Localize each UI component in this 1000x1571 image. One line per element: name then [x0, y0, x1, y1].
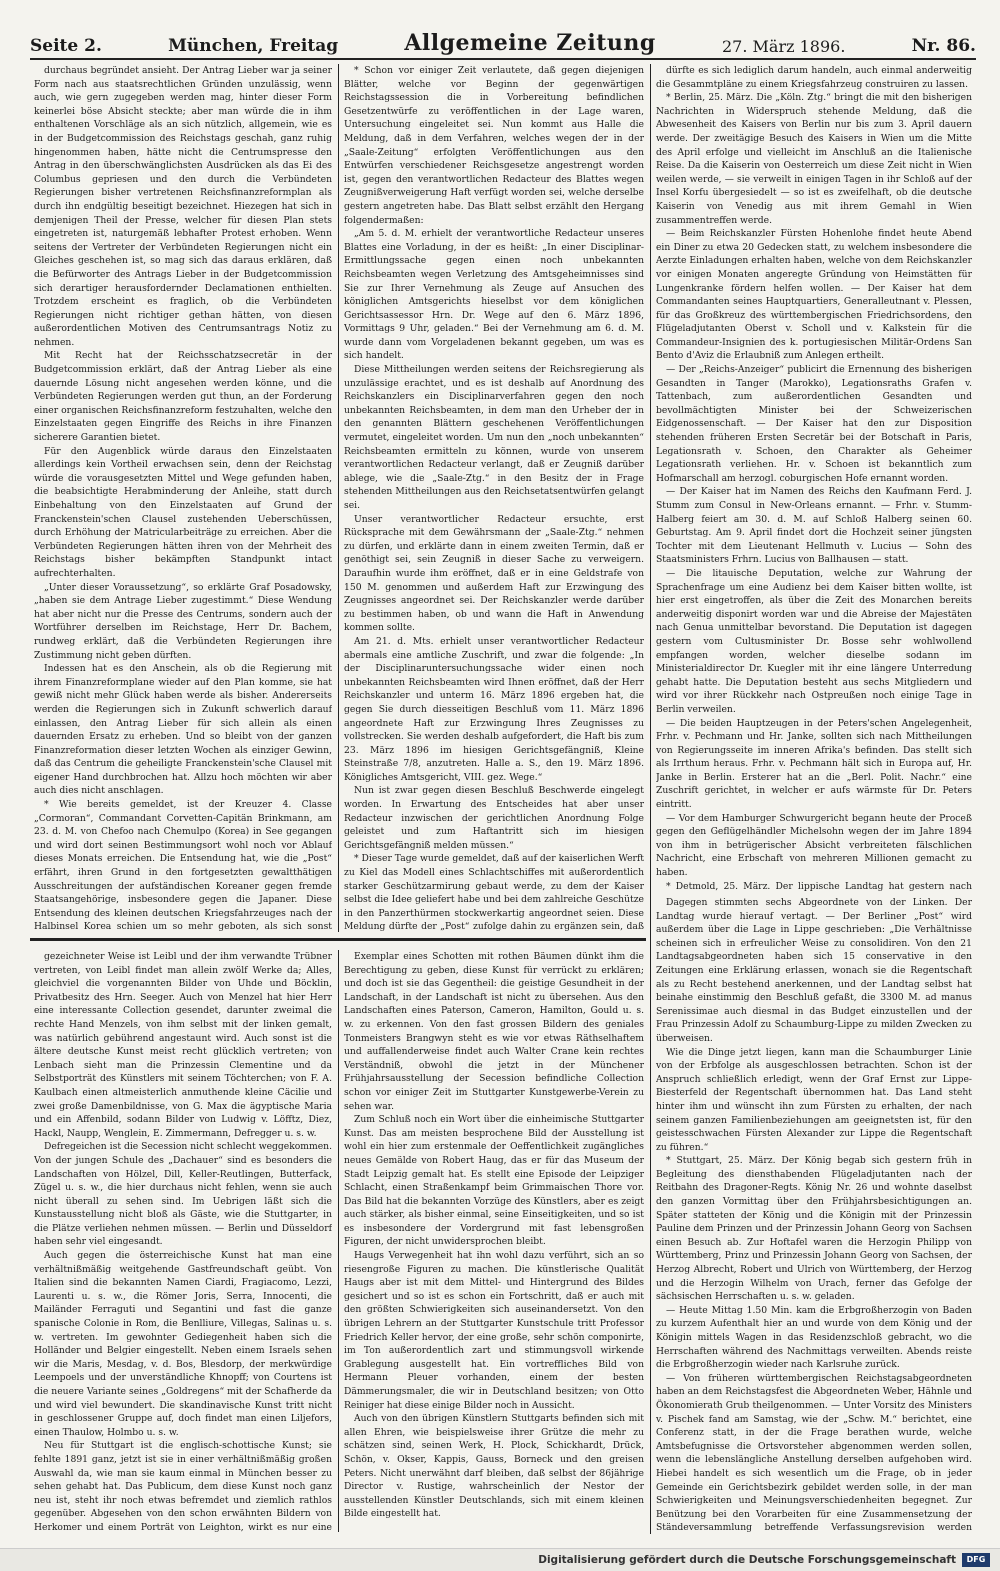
footer-credit: Digitalisierung gefördert durch die Deutsche Forschungsgemeinschaft: [538, 1554, 956, 1566]
column-1-bottom: [34, 950, 332, 1536]
newspaper-title: Allgemeine Zeitung: [404, 30, 656, 56]
paragraph: dürfte es sich lediglich darum handeln, auch einmal anderweitig die Gesammtpläne zu einem Kriegsfahrzeug construiren zu lassen.: [656, 65, 972, 90]
paragraph: Auch gegen die österreichische Kunst hat man eine verhältnißmäßig weitgehende Gastfreundschaft geübt. Von Italien sind die bekannten Namen Ciardi, Fragiacomo, Lezzi, Laurenti u. s. w., die Römer Joris, Serra, Innocenti, die Mailänder Ferraguti und Segantini und fast die ganze spanische Colonie in Rom, die Benlliure, Villegas, Salinas u. s. w. vertreten. Im gewohnter Gediegenheit haben sich die Holländer und Belgier eingestellt. Neben einem Israels sehen wir die Maris, Mesdag, v. d. Bos, Blesdorp, der merkwürdige Leempoels und der unverständliche Khnopff; von Courtens ist die neuere Variante seines „Goldregens“ mit der Schafherde da und wird viel bewundert. Die skandinavische Kunst tritt nicht in geschlossener Gruppe auf, doch findet man einen Liljefors, einen Thaulow, Holmbo u. s. w.: [34, 1250, 332, 1438]
paragraph: * Detmold, 25. März. Der lippische Landtag hat gestern nach: [666, 880, 972, 892]
paragraph: * Schon vor einiger Zeit verlautete, daß gegen diejenigen Blätter, welche vor Beginn der gegenwärtigen Reichstagssession die in Vorbereitung befindlichen Gesetzentwürfe zu veröffentlichen in der Lage waren, Untersuchung eingeleitet sei. Nun kommt aus Halle die Meldung, daß in dem Verfahren, welches wegen der in der „Saale-Zeitung“ erfolgten Veröffentlichungen aus den Entwürfen verschiedener Reichsgesetze angestrengt worden ist, gegen den verantwortlichen Redacteur des Blattes wegen Zeugnißverweigerung Haft verfügt worden sei, welche derselbe gestern angetreten habe. Das Blatt selbst erzählt den Hergang folgendermaßen:: [344, 65, 644, 226]
paragraph: Diese Mittheilungen werden seitens der Reichsregierung als unzulässige erachtet, und es ist deshalb auf Anordnung des Reichskanzlers ein Disciplinarverfahren gegen den noch unbekannten Reichsbeamten, in dem man den Urheber der in den genannten Blättern geschehenen Veröffentlichungen vermutet, eingeleitet worden. Um nun den „noch unbekannten“ Reichsbeamten ermitteln zu können, wurde von unserem verantwortlichen Redacteur verlangt, daß er Zeugniß darüber ablege, wie die „Saale-Ztg.“ in den Besitz der in Frage stehenden Mittheilungen aus den Reichsetatsentwürfen gelangt sei.: [344, 364, 644, 511]
paragraph: — Der Kaiser hat im Namen des Reichs den Kaufmann Ferd. J. Stumm zum Consul in New-Orleans ernannt. — Frhr. v. Stumm-Halberg feiert am 30. d. M. auf Schloß Halberg seinen 60. Geburtstag. Am 9. April findet dort die Hochzeit seiner jüngsten Tochter mit dem Lieutenant Hellmuth v. Lucius — Sohn des Staatsministers Frhrn. Lucius von Ballhausen — statt.: [656, 486, 972, 566]
paragraph: — Von früheren württembergischen Reichstagsabgeordneten haben an dem Reichstagsfest die Abgeordneten Weber, Hähnle und Ökonomierath Grub theilgenommen. — Unter Vorsitz des Ministers v. Pischek fand am Samstag, wie der „Schw. M.“ berichtet, eine Conferenz statt, in der die Frage berathen wurde, welche Amtsbefugnisse die Ortsvorsteher abgenommen werden sollen, wenn die lebenslängliche Anstellung derselben aufgehoben wird. Hiebei handelt es sich wesentlich um die Frage, ob in jeder Gemeinde ein Gerichtsbezirk gebildet werden solle, in der man Schwierigkeiten und Meinungsverschiedenheiten begegnet. Zur Benützung bei den Vorarbeiten für eine Zusammensetzung der Ständeversammlung betreffende Verfassungsrevision werden: [656, 1372, 972, 1534]
column-2-bottom: [344, 950, 644, 1536]
paragraph: — Die beiden Hauptzeugen in der Peters'schen Angelegenheit, Frhr. v. Pechmann und Hr. Janke, sollten sich nach Mittheilungen von Regierungsseite im inneren Afrika's befinden. Das stellt sich als Irrthum heraus. Frhr. v. Pechmann hält sich in Europa auf, Hr. Janke in Berlin. Ersterer hat an die „Berl. Polit. Nachr.“ eine Zuschrift gerichtet, in welcher er aufs wärmste für Dr. Peters eintritt.: [656, 717, 972, 811]
paragraph: Exemplar eines Schotten mit rothen Bäumen dünkt ihm die Berechtigung zu geben, diese Kunst für verrückt zu erklären; und doch ist sie das Gegentheil: die geistige Gesundheit in der Landschaft, in der Landschaft ist nicht zu übersehen. Aus den Landschaften eines Paterson, Cameron, Hamilton, Gould u. s. w. zu erkennen. Von den fast grossen Bildern des geniales Tonmeisters Brangwyn steht es wie vor etwas Räthselhaftem und auffallenderweise findet auch Walter Crane kein rechtes Verständniß, obwohl die jetzt in der Münchener Frühjahrsausstellung der Secession befindliche Collection schon vor einiger Zeit im Stuttgarter Kunstgewerbe-Verein zu sehen war.: [344, 951, 644, 1112]
paragraph: Zum Schluß noch ein Wort über die einheimische Stuttgarter Kunst. Das am meisten besprochene Bild der Ausstellung ist wohl ein hier zum erstenmale der Oeffentlichkeit zugängliches neues Gemälde von Robert Haug, das er für das Museum der Stadt Leipzig gemalt hat. Es stellt eine Episode der Leipziger Schlacht, einen Straßenkampf beim Grimmaischen Thore vor. Das Bild hat die bekannten Vorzüge des Künstlers, aber es zeigt auch stärker, als bisher einmal, seine Einseitigkeiten, und so ist es insbesondere der Vordergrund mit fast lebensgroßen Figuren, der nicht unwidersprochen bleibt.: [344, 1114, 644, 1248]
paragraph: Unser verantwortlicher Redacteur ersuchte, erst Rücksprache mit dem Gewährsmann der „Saale-Ztg.“ nehmen zu dürfen, und erklärte dann in einem zweiten Termin, daß er genöthigt sei, sein Zeugniß in dieser Sache zu verweigern. Daraufhin wurde ihm eröffnet, daß er in eine Geldstrafe von 150 M. genommen und außerdem Haft zur Erzwingung des Zeugnisses angeordnet sei. Der Reichskanzler werde darüber zu bestimmen haben, ob und wann die Haft in Anwendung kommen sollte.: [344, 513, 644, 634]
paragraph: „Am 5. d. M. erhielt der verantwortliche Redacteur unseres Blattes eine Vorladung, in der es heißt: „In einer Disciplinar-Ermittlungssache gegen einen noch unbekannten Reichsbeamten wegen Verletzung des Amtsgeheimnisses sind Sie zur Ihrer Vernehmung als Zeuge auf Ansuchen des königlichen Amtsgerichts hieselbst vor dem königlichen Gerichtsassessor Hrn. Dr. Wege auf den 6. März 1896, Vormittags 9 Uhr, geladen.“ Bei der Vernehmung am 6. d. M. wurde dann vom Vorgeladenen bekannt gegeben, um was es sich handelt.: [344, 228, 644, 362]
digitization-footer: [0, 1548, 1000, 1571]
page-number: Seite 2.: [30, 36, 102, 56]
paragraph: * Berlin, 25. März. Die „Köln. Ztg.“ bringt die mit den bisherigen Nachrichten in Widerspruch stehende Meldung, daß die Abwesenheit des Kaisers von Berlin nur bis zum 3. April dauern werde. Der zweitägige Besuch des Kaisers in Wien um die Mitte des April erfolge und vielleicht im Anschluß an die Italienische Reise. Da die Kaiserin von Oesterreich um diese Zeit nicht in Wien weilen werde, — sie verweilt in einigen Tagen in ihr Schloß auf der Insel Korfu übergesiedelt — so ist es zweifelhaft, ob die deutsche Kaiserin von Venedig aus mit ihrem Gemahl in Wien zusammentreffen werde.: [656, 92, 972, 226]
paragraph: durchaus begründet ansieht. Der Antrag Lieber war ja seiner Form nach aus staatsrechtlichen Gründen unzulässig, wenn auch, wie gern zugegeben werden mag, hinter dieser Form keinerlei böse Absicht steckte; aber man würde die in ihm enthaltenen Vorschläge als an sich nützlich, allgemein, wie es in der Budgetcommission des Reichstags geschah, ganz ruhig hingenommen haben, hätte nicht die Centrumspresse den Antrag in den überschwänglichsten Ausdrücken als das Ei des Columbus gepriesen und den durch die Verbündeten Regierungen bisher vertretenen Reichsfinanzreformplan als durch ihn endgültig beseitigt bezeichnet. Hiezegen hat sich in demjenigen Theil der Presse, welcher für diesen Plan stets eingetreten ist, naturgemäß lebhafter Protest erhoben. Wenn seitens der Vertreter der Verbündeten Regierungen nicht ein Gleiches geschehen ist, so mag sich das daraus erklären, daß die Befürworter des Antrags Lieber in der Budgetcommission sich derartiger herausfordernder Declamationen enthielten. Trotzdem erscheint es fraglich, ob die Verbündeten Regierungen nicht richtiger gethan hätten, von diesen außerordentlichen Motiven des Centrumsantrags Notiz zu nehmen.: [34, 65, 332, 348]
dfg-logo-icon: DFG: [962, 1553, 990, 1567]
paragraph: Nun ist zwar gegen diesen Beschluß Beschwerde eingelegt worden. In Erwartung des Entscheides hat aber unser Redacteur inzwischen der gerichtlichen Anordnung Folge geleistet und zum Haftantritt sich im hiesigen Gerichtsgefängniß melden müssen.“: [344, 785, 644, 851]
paragraph: * Dieser Tage wurde gemeldet, daß auf der kaiserlichen Werft zu Kiel das Modell eines Schlachtschiffes mit außerordentlich starker Geschützarmirung gebaut werde, zu dem der Kaiser selbst die Idee geliefert habe und bei dem zahlreiche Geschütze in den Panzerthürmen stockwerkartig angeordnet seien. Diese Meldung dürfte der „Post“ zufolge dahin zu ergänzen sein, daß: [344, 853, 644, 933]
column-2-top: [344, 64, 644, 934]
paragraph: Mit Recht hat der Reichsschatzsecretär in der Budgetcommission erklärt, daß der Antrag Lieber als eine dauernde Lösung nicht angesehen werden könne, und die Verbündeten Regierungen werden gut thun, an der Forderung einer organischen Reichsfinanzreform festzuhalten, welche den Einzelstaaten gegen Eingriffe des Reichs in ihre Finanzen sicherere Garantien bietet.: [34, 350, 332, 444]
paragraph: * Wie bereits gemeldet, ist der Kreuzer 4. Classe „Cormoran“, Commandant Corvetten-Capitän Brinkmann, am 23. d. M. von Chefoo nach Chemulpo (Korea) in See gegangen und wird dort seinen Bestimmungsort wohl noch vor Ablauf dieses Monats erreichen. Die Entsendung hat, wie die „Post“ erfährt, ihren Grund in den fortgesetzten gewaltthätigen Ausschreitungen der aufständischen Koreaner gegen fremde Staatsangehörige, insbesondere gegen die Japaner. Diese Entsendung des kleinen deutschen Kriegsfahrzeuges nach der Halbinsel Korea schien um so mehr geboten, als sich sonst: [34, 799, 332, 933]
paragraph: — Die litauische Deputation, welche zur Wahrung der Sprachenfrage um eine Audienz bei dem Kaiser bitten wollte, ist hier erst eingetroffen, als über die Zeit des Monarchen bereits anderweitig disponirt worden war und die Abreise der Majestäten nach Genua unmittelbar bevorstand. Die Deputation ist dagegen gestern vom Cultusminister Dr. Bosse sehr wohlwollend empfangen worden, welcher dieselbe sodann im Ministerialdirector Dr. Kuegler mit ihr eine längere Unterredung gehabt hatte. Die Deputation besteht aus sechs Mitgliedern und wird vor ihrer Rückkehr nach Ostpreußen noch einige Tage in Berlin verweilen.: [656, 567, 972, 715]
paragraph: Am 21. d. Mts. erhielt unser verantwortlicher Redacteur abermals eine amtliche Zuschrift, und zwar die folgende: „In der Disciplinaruntersuchungssache wider einen noch unbekannten Reichsbeamten wird Ihnen eröffnet, daß der Herr Reichskanzler und unterm 16. März 1896 ergeben hat, die gegen Sie durch diesseitigen Beschluß vom 11. März 1896 angeordnete Haft zur Erzwingung Ihres Zeugnisses zu vollstrecken. Sie werden deshalb aufgefordert, die Haft bis zum 23. März 1896 im hiesigen Gerichtsgefängniß, Kleine Steinstraße 7/8, anzutreten. Halle a. S., den 19. März 1896. Königliches Amtsgericht, VIII. gez. Wege.“: [344, 635, 644, 783]
paragraph: Neu für Stuttgart ist die englisch-schottische Kunst; sie fehlte 1891 ganz, jetzt ist sie in einer verhältnißmäßig großen Auswahl da, wie man sie kaum einmal in München besser zu sehen gehabt hat. Das Publicum, dem diese Kunst noch ganz neu ist, steht ihr noch etwas befremdet und ziemlich rathlos gegenüber. Abgesehen von den schon erwähnten Bildern von Herkomer und einem Porträt von Leighton, wirkt es nur eine: [34, 1440, 332, 1533]
issue-number: Nr. 86.: [911, 36, 976, 56]
paragraph: Für den Augenblick würde daraus den Einzelstaaten allerdings kein Vortheil erwachsen sein, denn der Reichstag würde die vorausgesetzten Mittel und Wege gefunden haben, die beabsichtigte Herabminderung der Anleihe, statt durch Einbehaltung von den Einzelstaaten auf Grund der Franckenstein'schen Clausel zustehenden Ueberschüssen, durch Erhöhung der Matricularbeiträge zu erreichen. Aber die Verbündeten Regierungen hätten ihren von der Mehrheit des Reichstags bisher bekämpften Standpunkt intact aufrechterhalten.: [34, 445, 332, 579]
feuilleton-rule: [30, 938, 646, 941]
paragraph: Haugs Verwegenheit hat ihn wohl dazu verführt, sich an so riesengroße Figuren zu machen. Die künstlerische Qualität Haugs aber ist mit dem Mittel- und Hintergrund des Bildes gesichert und so ist es schon ein Fortschritt, daß er auch mit den größten Schwierigkeiten sich auseinandersetzt. Von den übrigen Lehrern an der Stuttgarter Kunstschule tritt Professor Friedrich Keller hervor, der eine große, sehr schön componirte, im Ton außerordentlich zart und stimmungsvoll wirkende Grablegung ausgestellt hat. Ein vortreffliches Bild von Hermann Pleuer vorhanden, einem der besten Dämmerungsmaler, die wir in Deutschland besitzen; von Otto Reiniger hat diese einige Bilder noch in Aussicht.: [344, 1250, 644, 1411]
column-3-top: [656, 64, 972, 892]
column-divider-1-top: [338, 64, 339, 932]
issue-date: 27. März 1896.: [721, 37, 846, 56]
paragraph: — Der „Reichs-Anzeiger“ publicirt die Ernennung des bisherigen Gesandten in Tanger (Marokko), Legationsraths Grafen v. Tattenbach, zum außerordentlichen Gesandten und bevollmächtigten Minister bei der Schweizerischen Eidgenossenschaft. — Der Kaiser hat den zur Disposition stehenden früheren Ersten Secretär bei der Botschaft in Paris, Legationsrath v. Schoen, den Charakter als Geheimer Legationsrath verliehen. Hr. v. Schoen ist bekanntlich zum Hofmarschall am herzogl. coburgischen Hofe ernannt worden.: [656, 364, 972, 484]
place-day: München, Freitag: [168, 36, 339, 56]
column-3-bottom: [656, 896, 972, 1536]
masthead-rule: [30, 58, 976, 60]
column-divider-1-bottom: [338, 950, 339, 1532]
paragraph: Dagegen stimmten sechs Abgeordnete von der Linken. Der Landtag wurde hierauf vertagt. — Der Berliner „Post“ wird außerdem über die Lage in Lippe geschrieben: „Die Verhältnisse scheinen sich in erfreulicher Weise zu consolidiren. Von den 21 Landtagsabgeordneten haben sich 15 conservative in den Zeitungen eine Erklärung erlassen, wonach sie die Regentschaft als zu Recht bestehend anerkennen, und der Landtag selbst hat beinahe einstimmig den Beschluß gefaßt, die 3300 M. ad manus Serenissimae auch diesmal in das Budget einzustellen und der Frau Prinzessin Adolf zu Schaumburg-Lippe zu milden Zwecken zu überweisen.: [656, 897, 972, 1044]
column-divider-2: [650, 64, 651, 1534]
paragraph: — Vor dem Hamburger Schwurgericht begann heute der Proceß gegen den Geflügelhändler Michelsohn wegen der im Jahre 1894 von ihm in betrügerischer Absicht verbreiteten fälschlichen Nachricht, eine Erbschaft von mehreren Millionen gemacht zu haben.: [656, 812, 972, 879]
paragraph: „Unter dieser Voraussetzung“, so erklärte Graf Posadowsky, „haben sie dem Antrage Lieber zugestimmt.“ Diese Wendung hat aber nicht nur die Presse des Centrums, sondern auch der Wortführer derselben im Reichstage, Herr Dr. Bachem, rundweg erklärt, daß die Verbündeten Regierungen ihre Zustimmung nicht geben dürften.: [34, 581, 332, 661]
paragraph: — Heute Mittag 1.50 Min. kam die Erbgroßherzogin von Baden zu kurzem Aufenthalt hier an und wurde von dem König und der Königin mittels Wagen in das Residenzschloß gebracht, wo die Herrschaften während des Nachmittags verweilten. Abends reiste die Erbgroßherzogin wieder nach Karlsruhe zurück.: [656, 1304, 972, 1371]
paragraph: Wie die Dinge jetzt liegen, kann man die Schaumburger Linie von der Erbfolge als ausgeschlossen betrachten. Schon ist der Anspruch schließlich erledigt, wenn der Graf Ernst zur Lippe-Biesterfeld der Regentschaft übernommen hat. Das Land steht hinter ihm und wünscht ihn zum Fürsten zu erhalten, der nach seinem ganzen Familienbeziehungen am geeignetsten ist, für den geistesschwachen Fürsten Alexander zur Lippe die Regentschaft zu führen.“: [656, 1046, 972, 1153]
paragraph: gezeichneter Weise ist Leibl und der ihm verwandte Trübner vertreten, von Leibl findet man allein zwölf Werke da; Alles, gleichviel die vorgenannten Bilder von Uhde und Böcklin, Privatbesitz des Hrn. Seeger. Auch von Menzel hat hier Herr eine interessante Collection gesendet, darunter zweimal die rechte Hand Menzels, von ihm selbst mit der linken gemalt, was natürlich gebührend angestaunt wird. Auch sonst ist die ältere deutsche Kunst meist recht glücklich vertreten; von Lenbach sieht man die Prinzessin Clementine und da Selbstporträt des Künstlers mit seinem Töchterchen; von F. A. Kaulbach einen altmeisterlich anmuthende kleine Cäcilie und zwei große Damenbildnisse, von G. Max die ägyptische Maria und ein Affenbild, sodann Bilder von Ludwig v. Löfftz, Diez, Hackl, Naupp, Wenglein, E. Zimmermann, Defregger u. s. w.: [34, 951, 332, 1139]
paragraph: Indessen hat es den Anschein, als ob die Regierung mit ihrem Finanzreformplane wieder auf den Plan komme, sie hat gewiß nicht mehr Glück haben werde als bisher. Andererseits werden die Regierungen sich in Zukunft schwerlich darauf einlassen, den Antrag Lieber für sich allein als einen dauernden Ersatz zu erheben. Und so bleibt von der ganzen Finanzreformation dieser letzten Wochen als einziger Gewinn, daß das Centrum die geheiligte Franckenstein'sche Clausel mit eigener Hand durchbrochen hat. Allzu hoch möchten wir aber auch dies nicht anschlagen.: [34, 663, 332, 797]
paragraph: — Beim Reichskanzler Fürsten Hohenlohe findet heute Abend ein Diner zu etwa 20 Gedecken statt, zu welchem insbesondere die Aerzte Einladungen erhalten haben, welche von dem Reichskanzler vor einigen Monaten angeregte Gründung von Heimstätten für Lungenkranke fördern helfen wollen. — Der Kaiser hat dem Commandanten seines Hauptquartiers, Generalleutnant v. Plessen, für das Großkreuz des württembergischen Friedrichsordens, den Flügeladjutanten Oberst v. Scholl und v. Kalkstein für die Commandeur-Insignien des k. portugiesischen Militär-Ordens San Bento d'Aviz die Erlaubniß zum Anlegen ertheilt.: [656, 228, 972, 362]
paragraph: * Stuttgart, 25. März. Der König begab sich gestern früh in Begleitung des diensthabenden Flügeladjutanten nach der Reitbahn des Dragoner-Regts. König Nr. 26 und wohnte daselbst den ganzen Vormittag über den Frühjahrsbesichtigungen an. Später statteten der König und die Königin mit der Prinzessin Pauline dem Prinzen und der Prinzessin Johann Georg von Sachsen einen Besuch ab. Zur Hoftafel waren die Herzogin Philipp von Württemberg, Prinz und Prinzessin Johann Georg von Sachsen, der Herzog Albrecht, Robert und Ulrich von Württemberg, der Herzog und die Herzogin Wilhelm von Urach, ferner das Gefolge der sächsischen Herrschaften u. s. w. geladen.: [656, 1155, 972, 1303]
masthead: [30, 30, 976, 56]
paragraph: Auch von den übrigen Künstlern Stuttgarts befinden sich mit allen Ehren, wie beispielsweise ihrer Grütze die mehr zu schätzen sind, seinen Werk, H. Plock, Schickhardt, Drück, Schön, v. Okser, Kappis, Gauss, Borneck und den greisen Peters. Nicht unerwähnt darf bleiben, daß selbst der 86jährige Director v. Rustige, wahrscheinlich der Nestor der ausstellenden Künstler Deutschlands, sich mit einem kleinen Bilde eingestellt hat.: [344, 1413, 644, 1520]
paragraph: Defregeichen ist die Secession nicht schlecht weggekommen. Von der jungen Schule des „Dachauer“ sind es besonders die Landschaften von Hölzel, Dill, Keller-Reutlingen, Butterfack, Zügel u. s. w., die hier durchaus nicht fehlen, wenn sie auch nicht überall zu sehen sind. Im Uebrigen läßt sich die Kunstausstellung nicht bloß als Gäste, wie die Stuttgarter, in die Plätze verliehen nehmen müssen. — Berlin und Düsseldorf haben sehr viel eingesandt.: [34, 1141, 332, 1248]
column-1-top: [34, 64, 332, 934]
